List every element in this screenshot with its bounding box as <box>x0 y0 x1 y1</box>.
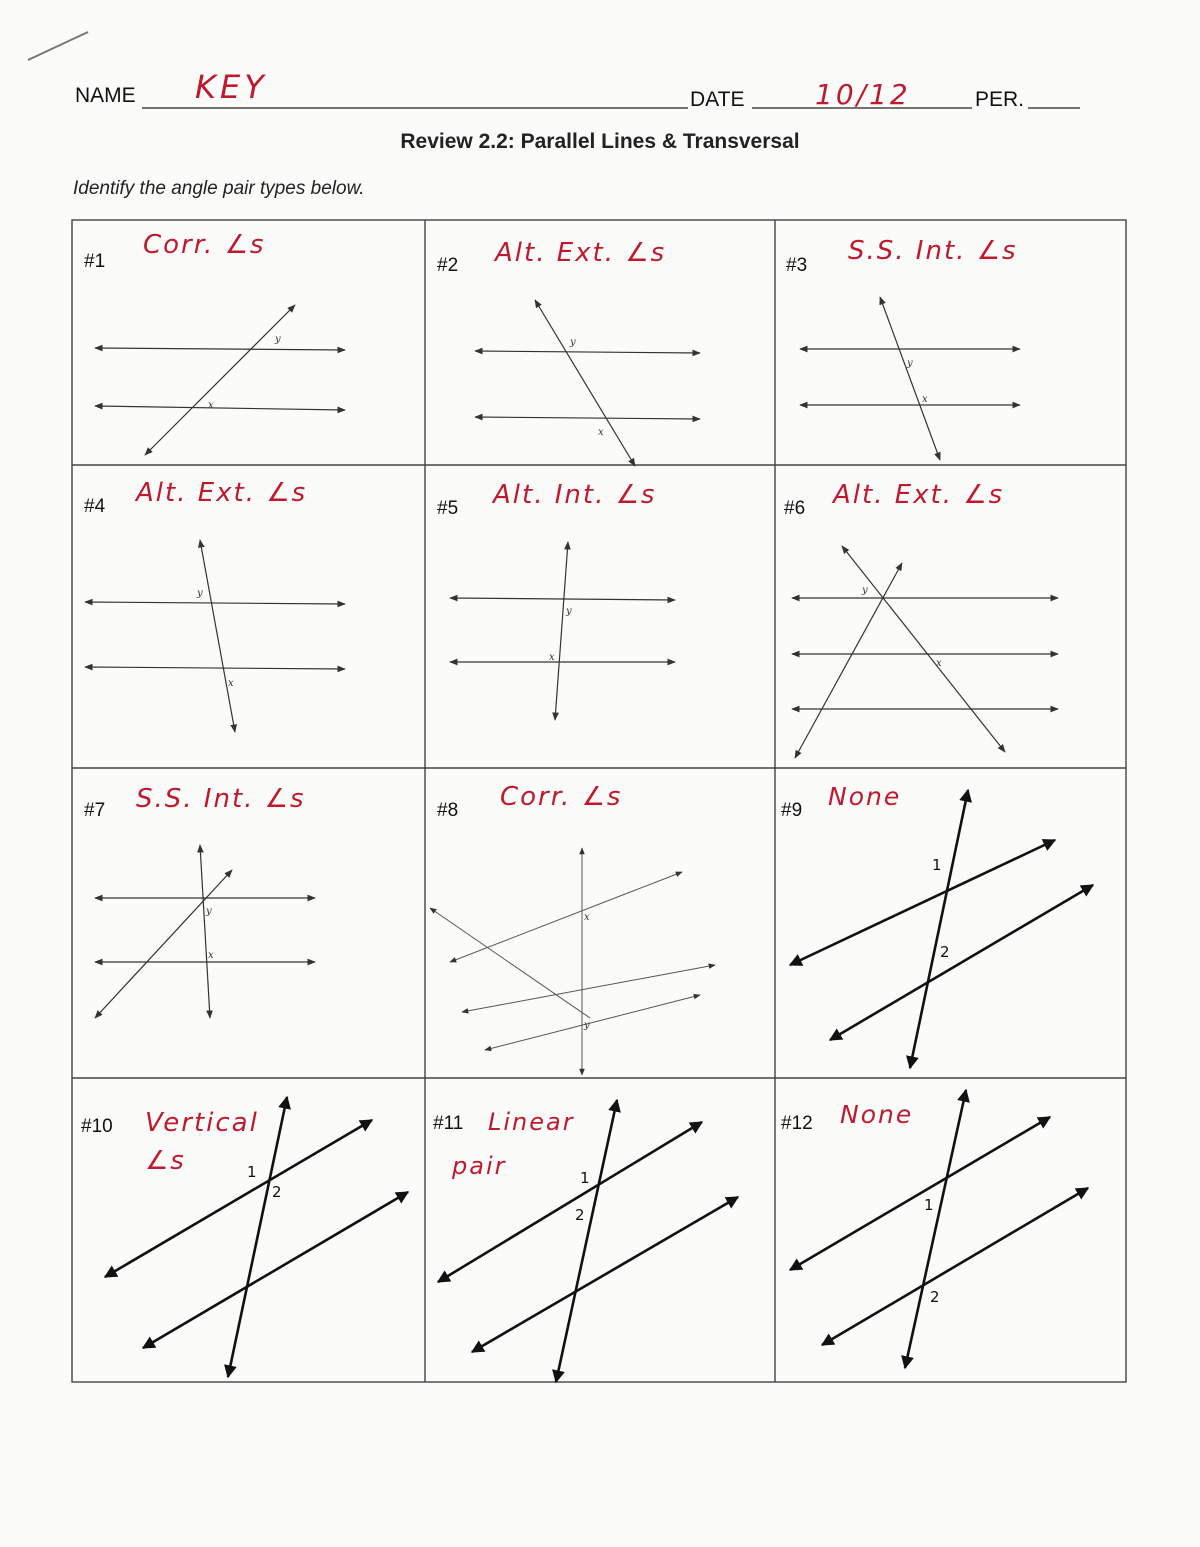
angle-label-1: 1 <box>924 1196 934 1214</box>
problem-number: #6 <box>784 498 806 519</box>
problem-answer: Alt. Ext. ∠s <box>833 480 1005 510</box>
angle-label-y: y <box>907 358 913 369</box>
problem-number: #9 <box>781 800 803 821</box>
angle-label-y: y <box>206 906 212 917</box>
problem-answer: Corr. ∠s <box>143 230 266 260</box>
problem-number: #4 <box>84 496 106 517</box>
pencil-stroke <box>28 32 88 60</box>
problem-answer: Alt. Ext. ∠s <box>136 478 308 508</box>
diagram-4 <box>85 540 345 732</box>
worksheet-title: Review 2.2: Parallel Lines & Transversal <box>400 130 800 153</box>
problem-answer: S.S. Int. ∠s <box>136 784 306 814</box>
name-value: KEY <box>195 68 268 106</box>
problem-number: #12 <box>781 1113 813 1134</box>
diagram-7 <box>95 845 315 1018</box>
date-label: DATE <box>690 88 745 111</box>
angle-label-2: 2 <box>930 1288 940 1306</box>
angle-label-y: y <box>275 334 281 345</box>
diagram-6 <box>792 546 1058 758</box>
angle-label-y: y <box>862 585 868 596</box>
problem-answer: Alt. Ext. ∠s <box>495 238 667 268</box>
angle-label-x: x <box>228 678 234 689</box>
diagram-12 <box>790 1090 1088 1368</box>
angle-label-x: x <box>208 950 214 961</box>
angle-label-x: x <box>936 658 942 669</box>
problem-answer: None <box>840 1100 914 1129</box>
problem-number: #1 <box>84 251 106 272</box>
problem-answer: S.S. Int. ∠s <box>848 236 1018 266</box>
diagram-1 <box>95 305 345 455</box>
diagram-2 <box>475 300 700 466</box>
instructions: Identify the angle pair types below. <box>73 178 365 199</box>
problem-number: #11 <box>433 1113 464 1134</box>
problem-answer: Vertical ∠s <box>145 1108 259 1176</box>
problem-number: #10 <box>81 1116 113 1137</box>
problem-number: #2 <box>437 255 459 276</box>
diagram-5 <box>450 542 675 720</box>
angle-label-2: 2 <box>940 943 950 961</box>
angle-label-1: 1 <box>580 1169 590 1187</box>
angle-label-x: x <box>922 394 928 405</box>
angle-label-2: 2 <box>272 1183 282 1201</box>
diagram-8 <box>430 848 715 1075</box>
problem-number: #8 <box>437 800 459 821</box>
date-value: 10/12 <box>815 78 911 111</box>
problem-answer: Linear pair <box>452 1108 575 1180</box>
problem-answer: None <box>828 782 902 811</box>
angle-label-y: y <box>566 606 572 617</box>
angle-label-y: y <box>570 337 576 348</box>
angle-label-y: y <box>197 588 203 599</box>
problem-number: #7 <box>84 800 106 821</box>
problem-number: #3 <box>786 255 808 276</box>
diagram-9 <box>790 790 1093 1068</box>
angle-label-1: 1 <box>932 856 942 874</box>
problem-answer: Alt. Int. ∠s <box>493 480 657 510</box>
angle-label-2: 2 <box>575 1206 585 1224</box>
problem-number: #5 <box>437 498 459 519</box>
angle-label-x: x <box>208 400 214 411</box>
name-label: NAME <box>75 84 136 107</box>
per-label: PER. <box>975 88 1025 111</box>
angle-label-1: 1 <box>247 1163 257 1181</box>
angle-label-y: y <box>584 1020 590 1031</box>
diagram-3 <box>800 297 1020 460</box>
problem-answer: Corr. ∠s <box>500 782 623 812</box>
angle-label-x: x <box>584 912 590 923</box>
angle-label-x: x <box>549 652 555 663</box>
angle-label-x: x <box>598 427 604 438</box>
